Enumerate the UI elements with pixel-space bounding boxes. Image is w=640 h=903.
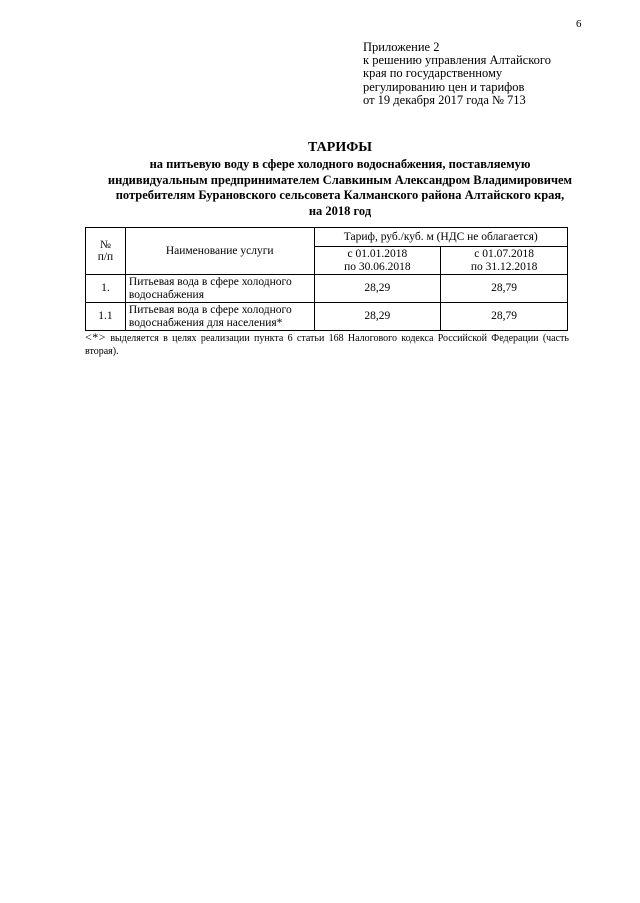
header-tariff: Тариф, руб./куб. м (НДС не облагается) — [314, 228, 568, 247]
appendix-line: края по государственному — [363, 66, 503, 81]
header-period-2: с 01.07.2018 по 31.12.2018 — [441, 247, 568, 275]
row-service-name: Питьевая вода в сфере холодного водоснабжения — [125, 275, 314, 303]
appendix-line: регулированию цен и тарифов — [363, 79, 525, 94]
document-title — [70, 140, 610, 219]
title-line: на 2018 год — [308, 203, 372, 218]
page-number: 6 — [576, 18, 582, 30]
header-service: Наименование услуги — [125, 228, 314, 275]
row-value-period-1: 28,29 — [314, 303, 441, 331]
title-line: на питьевую воду в сфере холодного водоснабжения, поставляемую — [149, 157, 531, 171]
row-number: 1.1 — [86, 303, 126, 331]
appendix-reference — [363, 41, 603, 107]
footnote-text: выделяется в целях реализации пункта 6 статьи 168 Налогового кодекса Российской Федерации (часть вторая). — [85, 333, 569, 357]
title-line: потребителям Бурановского сельсовета Калманского района Алтайского края, — [115, 188, 565, 203]
row-number: 1. — [86, 275, 126, 303]
table-header-row — [86, 228, 568, 247]
appendix-line: от 19 декабря 2017 года № 713 — [363, 92, 526, 107]
appendix-line: к решению управления Алтайского — [363, 53, 551, 68]
table-row — [86, 275, 568, 303]
table-row — [86, 303, 568, 331]
appendix-line: Приложение 2 — [363, 40, 440, 54]
row-value-period-2: 28,79 — [441, 303, 568, 331]
row-service-name: Питьевая вода в сфере холодного водоснабжения для населения* — [125, 303, 314, 331]
footnote-symbol: <*> — [85, 330, 107, 344]
title-line: индивидуальным предпринимателем Славкиным Александром Владимировичем — [107, 172, 573, 187]
row-value-period-2: 28,79 — [441, 275, 568, 303]
tariffs-table — [85, 227, 568, 331]
header-number: № п/п — [86, 228, 126, 275]
row-value-period-1: 28,29 — [314, 275, 441, 303]
header-period-1: с 01.01.2018 по 30.06.2018 — [314, 247, 441, 275]
footnote — [85, 331, 569, 358]
title-main: ТАРИФЫ — [308, 140, 372, 155]
